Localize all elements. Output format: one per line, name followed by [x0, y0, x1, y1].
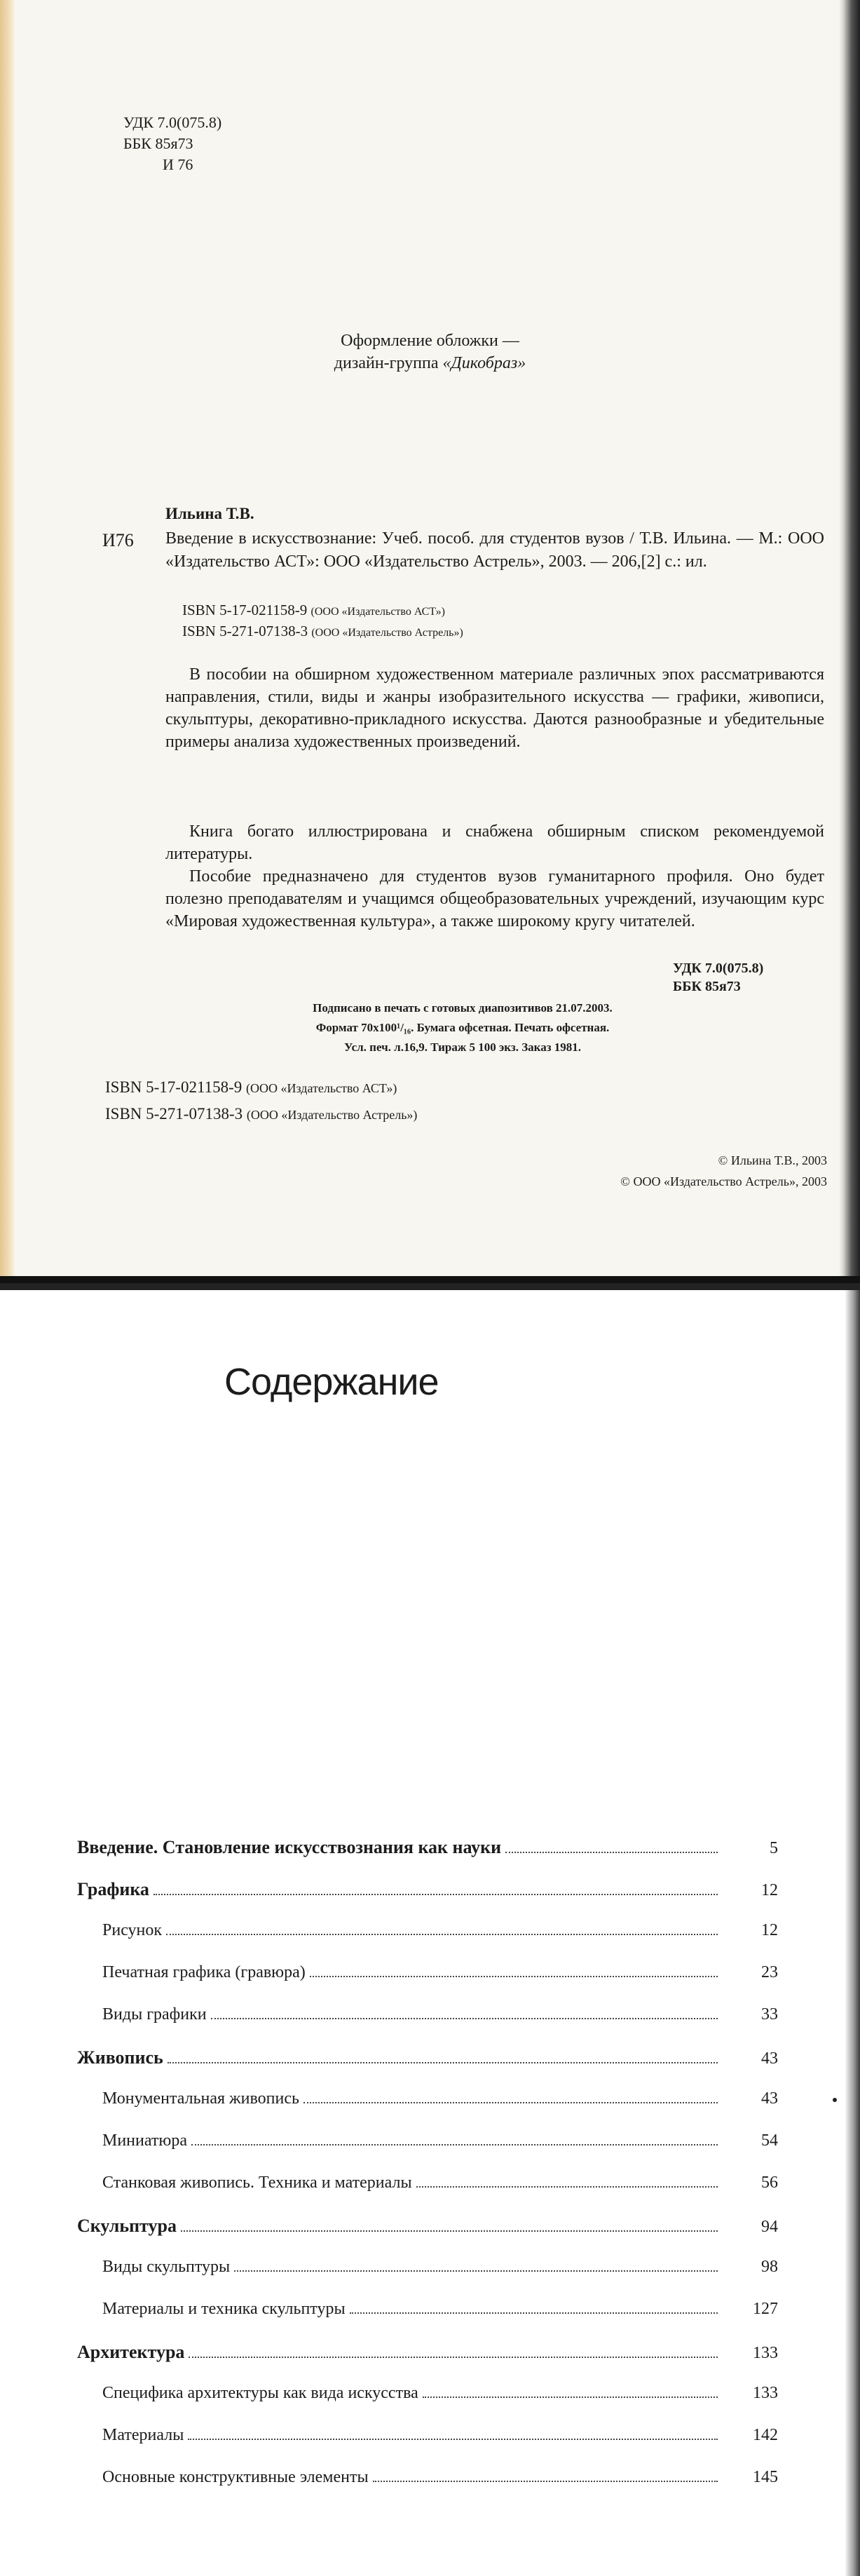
toc-entry: [77, 2089, 778, 2115]
toc-entry-title: Архитектура: [77, 2342, 185, 2362]
copyright-notice: [0, 1150, 827, 1192]
toc-entry-title: Виды графики: [102, 2005, 207, 2023]
toc-leader: [188, 2438, 718, 2440]
toc-entry: [77, 1837, 778, 1862]
isbn-astrel-publisher: (ООО «Издательство Астрель»): [246, 1108, 418, 1122]
toc-leader: [181, 2230, 718, 2232]
author-name: Ильина Т.В.: [165, 505, 254, 522]
toc-leader: [153, 1893, 718, 1895]
toc-entry-page: 133: [753, 2344, 778, 2362]
toc-entry-title: Живопись: [77, 2047, 163, 2068]
toc-leader: [189, 2356, 718, 2358]
classification-block-repeat: [673, 959, 763, 996]
page-edge-bottom: [0, 1276, 860, 1283]
toc-entry: [77, 2258, 778, 2283]
copyright-publisher: © ООО «Издательство Астрель», 2003: [620, 1174, 827, 1188]
toc-entry-title: Миниатюра: [102, 2131, 187, 2150]
udk-code-repeat: УДК 7.0(075.8): [673, 961, 764, 976]
toc-entry-title: Материалы: [102, 2426, 184, 2444]
toc-entry-title: Скульптура: [77, 2216, 177, 2236]
toc-leader: [416, 2185, 718, 2188]
toc-entry-title: Материалы и техника скульптуры: [102, 2300, 346, 2318]
toc-leader: [423, 2396, 718, 2398]
toc-leader: [505, 1851, 718, 1853]
isbn-astrel-number: ISBN 5-271-07138-3: [105, 1105, 243, 1123]
isbn-ast-publisher: (ООО «Издательство АСТ»): [310, 606, 445, 618]
toc-leader: [303, 2101, 718, 2103]
author-sign: И 76: [163, 156, 193, 173]
toc-entry-title: Графика: [77, 1879, 149, 1899]
toc-entry-page: 5: [770, 1839, 778, 1857]
toc-entry: [77, 2300, 778, 2325]
toc-entry-page: 98: [761, 2258, 778, 2276]
toc-entry-page: 142: [753, 2426, 778, 2444]
toc-entry-title: Виды скульптуры: [102, 2258, 231, 2276]
scan-speck: [833, 2098, 837, 2102]
toc-entry: [77, 2384, 778, 2409]
toc-entry-page: 23: [761, 1963, 778, 1981]
toc-leader: [234, 2270, 718, 2272]
cover-credit-line1: Оформление обложки —: [341, 332, 519, 350]
toc-entry: [77, 2426, 778, 2451]
design-studio-name: «Дикобраз»: [442, 354, 526, 372]
bbk-code-repeat: ББК 85я73: [673, 979, 741, 994]
toc-entry: [77, 1963, 778, 1988]
isbn-astrel-number: ISBN 5-271-07138-3: [182, 623, 308, 639]
isbn-ast-small: [182, 600, 445, 622]
toc-entry: [77, 2005, 778, 2031]
toc-entry-page: 43: [761, 2049, 778, 2068]
toc-entry-title: Специфика архитектуры как вида искусства: [102, 2384, 418, 2402]
toc-entry: [77, 2047, 778, 2073]
toc-entry-title: Монументальная живопись: [102, 2089, 299, 2108]
isbn-ast-number: ISBN 5-17-021158-9: [182, 602, 308, 618]
toc-entry-page: 133: [753, 2384, 778, 2402]
contents-page: [0, 1290, 860, 2576]
toc-entry: [77, 1921, 778, 1946]
toc-entry-title: Печатная графика (гравюра): [102, 1963, 306, 1981]
toc-entry-page: 12: [761, 1881, 778, 1899]
page-separator: [0, 1283, 860, 1290]
toc-entry: [77, 1879, 778, 1904]
toc-entry-title: Введение. Становление искусствознания как науки: [77, 1837, 502, 1857]
annotation-paragraph: Пособие предназначено для студентов вузов гуманитарного профиля. Оно будет полезно преподавателям и учащимся общеобразовательных учреждений, изучающим курс «Мировая художественная культура», а также широкому кругу читателей.: [165, 867, 824, 930]
print-detail-line: Усл. печ. л.16,9. Тираж 5 100 экз. Заказ 1981.: [343, 1040, 582, 1054]
udk-code: УДК 7.0(075.8): [123, 114, 222, 131]
toc-entry-page: 127: [753, 2300, 778, 2318]
isbn-astrel-small: [182, 621, 463, 643]
toc-leader: [211, 2017, 718, 2019]
annotation-paragraph: В пособии на обширном художественном материале различных эпох рассматриваются направления, стили, виды и жанры изобразительного искусства — графики, живописи, скульптуры, декоративно-прикладного искусства. Даются разнообразные и убедительные примеры анализа художественных произведений.: [165, 665, 824, 751]
toc-leader: [191, 2143, 718, 2145]
print-detail-line: Подписано в печать с готовых диапозитивов 21.07.2003.: [313, 1001, 613, 1015]
print-details: [210, 998, 715, 1057]
table-of-contents: [77, 1837, 778, 2510]
toc-entry-title: Станковая живопись. Техника и материалы: [102, 2174, 412, 2192]
cover-credits: [0, 330, 860, 374]
isbn-astrel-publisher: (ООО «Издательство Астрель»): [311, 627, 463, 639]
toc-entry-page: 12: [761, 1921, 778, 1939]
toc-entry-title: Рисунок: [102, 1921, 163, 1939]
toc-leader: [166, 1933, 718, 1935]
toc-entry-page: 43: [761, 2089, 778, 2108]
toc-leader: [310, 1975, 718, 1977]
toc-entry: [77, 2342, 778, 2367]
print-detail-line: Формат 70х100¹/₁₆. Бумага офсетная. Печать офсетная.: [315, 1021, 610, 1034]
page-edge-right: [845, 1290, 860, 2576]
imprint-page: [0, 0, 860, 1283]
toc-entry: [77, 2131, 778, 2157]
cover-credit-prefix: дизайн-группа: [334, 354, 443, 372]
toc-entry-page: 94: [761, 2218, 778, 2236]
isbn-astrel: [105, 1105, 417, 1123]
toc-entry-page: 54: [761, 2131, 778, 2150]
copyright-author: © Ильина Т.В., 2003: [718, 1153, 827, 1167]
toc-entry-page: 33: [761, 2005, 778, 2023]
bbk-code: ББК 85я73: [123, 135, 193, 152]
toc-leader: [373, 2480, 718, 2482]
toc-entry-page: 145: [753, 2468, 778, 2486]
isbn-ast: [105, 1078, 397, 1097]
isbn-ast-publisher: (ООО «Издательство АСТ»): [246, 1081, 397, 1095]
toc-entry: [77, 2174, 778, 2199]
page-edge-right: [839, 0, 860, 1283]
toc-entry: [77, 2468, 778, 2493]
toc-entry: [77, 2216, 778, 2241]
toc-heading: Содержание: [224, 1361, 439, 1403]
cover-credit-line2: [0, 352, 860, 374]
isbn-ast-number: ISBN 5-17-021158-9: [105, 1078, 243, 1096]
bibliographic-description: Введение в искусствознание: Учеб. пособ. для студентов вузов / Т.В. Ильина. — М.: ООО «Издательство АСТ»: ООО «Издательство Астрель», 2003. — 206,[2] с.: ил.: [165, 529, 824, 571]
toc-leader: [350, 2312, 718, 2314]
classification-block: [123, 112, 221, 175]
toc-entry-title: Основные конструктивные элементы: [102, 2468, 369, 2486]
toc-entry-page: 56: [761, 2174, 778, 2192]
page-edge-left: [0, 0, 15, 1283]
class-code: И76: [102, 530, 134, 550]
toc-leader: [168, 2061, 718, 2063]
annotation-paragraph: Книга богато иллюстрирована и снабжена обширным списком рекомендуемой литературы.: [165, 822, 824, 863]
